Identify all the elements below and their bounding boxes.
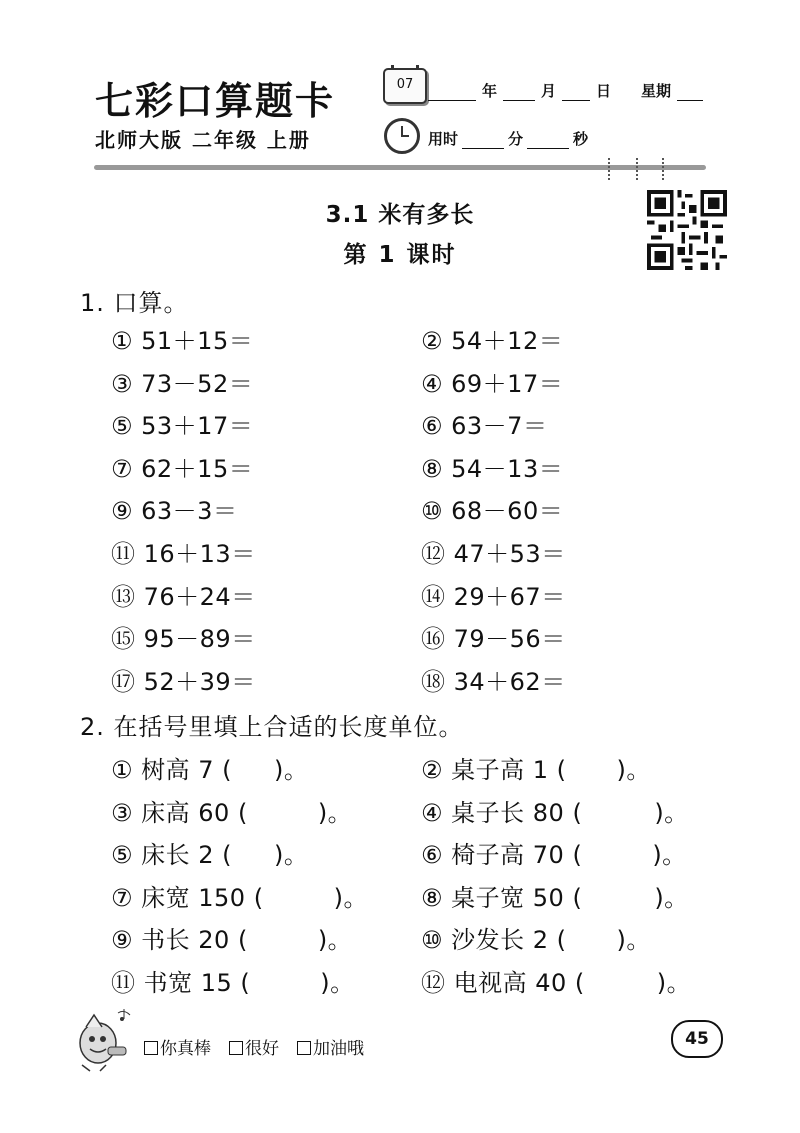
rating-label: 你真棒 (160, 1039, 211, 1059)
q1-problem: ⑦ 62＋15＝ (111, 454, 254, 483)
qr-code-icon[interactable] (647, 190, 727, 270)
q2-problem-text: ③ 床高 60 ( (111, 798, 248, 827)
q2-problem-close: )。 (333, 883, 368, 912)
q2-problem-close: )。 (656, 969, 692, 997)
q1-problem: ① 51＋15＝ (111, 327, 254, 355)
year-field[interactable] (428, 86, 476, 101)
q1-problem: ⑥ 63－7＝ (421, 412, 548, 441)
q1-problem: ⑮ 95－89＝ (111, 625, 256, 654)
q2-problem-close: )。 (320, 969, 355, 997)
q1-problem: ② 54＋12＝ (421, 327, 564, 355)
time-fields (428, 128, 588, 149)
mascot-illustration (72, 1005, 136, 1075)
clock-icon (384, 118, 420, 154)
month-field[interactable] (503, 86, 535, 101)
q2-problem-close: )。 (654, 883, 689, 912)
q1-problem: ③ 73－52＝ (111, 369, 254, 398)
q2-problem (421, 835, 687, 870)
rating-option[interactable] (144, 1034, 211, 1059)
rating-label: 加油哦 (313, 1039, 364, 1059)
divider-tick (608, 158, 613, 180)
month-label: 月 (541, 82, 557, 100)
minute-label: 分 (508, 130, 524, 148)
unit-title: 3.1 米有多长 (325, 202, 475, 228)
q2-problem-text: ④ 桌子长 80 ( (421, 798, 583, 827)
q1-problem: ⑩ 68－60＝ (421, 497, 564, 526)
q1-problem: ⑨ 63－3＝ (111, 497, 238, 526)
q1-problem: ⑬ 76＋24＝ (111, 582, 256, 611)
date-fields (428, 80, 703, 101)
q2-problem-text: ⑥ 椅子高 70 ( (421, 841, 583, 870)
q2-problem (421, 750, 651, 785)
q2-problem-text: ⑧ 桌子宽 50 ( (421, 883, 583, 912)
q2-problem-close: )。 (274, 756, 309, 784)
weekday-label: 星期 (641, 82, 672, 100)
second-label: 秒 (573, 130, 589, 148)
q2-problem (111, 793, 352, 828)
day-label: 日 (596, 82, 612, 100)
second-field[interactable] (527, 134, 569, 149)
brand-title: 七彩口算题卡 (95, 78, 336, 123)
q1-problem: ⑰ 52＋39＝ (111, 667, 256, 696)
edition-label: 北师大版 二年级 上册 (95, 128, 311, 152)
q2-problem-text: ⑫ 电视高 40 ( (421, 969, 585, 997)
q2-problem (421, 963, 691, 998)
q2-problem (111, 750, 308, 785)
q2-problem-close: )。 (616, 756, 651, 784)
q2-problem-text: ⑪ 书宽 15 ( (111, 969, 251, 997)
self-rating (144, 1034, 364, 1059)
q2-problem (421, 920, 651, 955)
q2-problem (421, 793, 689, 828)
question-2-heading: 2. 在括号里填上合适的长度单位。 (80, 713, 464, 741)
q2-problem-close: )。 (652, 841, 687, 870)
q1-problem: ⑪ 16＋13＝ (111, 540, 256, 568)
lesson-title: 第 1 课时 (343, 242, 457, 268)
q2-problem-text: ⑨ 书长 20 ( (111, 926, 248, 955)
q2-problem (111, 835, 308, 870)
q2-problem (111, 878, 368, 913)
q2-problem-close: )。 (274, 841, 309, 870)
page-number: 45 (671, 1020, 723, 1058)
rating-option[interactable] (229, 1034, 279, 1059)
q2-problem (111, 963, 355, 998)
checkbox-icon (229, 1041, 243, 1055)
q2-problem (421, 878, 689, 913)
weekday-field[interactable] (677, 86, 703, 101)
q1-problem: ⑧ 54－13＝ (421, 454, 564, 483)
q1-problem: ⑯ 79－56＝ (421, 625, 566, 654)
q2-problem-text: ⑤ 床长 2 ( (111, 841, 233, 870)
checkbox-icon (297, 1041, 311, 1055)
q2-problem-text: ② 桌子高 1 ( (421, 756, 567, 784)
checkbox-icon (144, 1041, 158, 1055)
divider-tick (636, 158, 641, 180)
divider-tick (662, 158, 667, 180)
q1-problem: ④ 69＋17＝ (421, 369, 564, 398)
question-1-heading: 1. 口算。 (80, 289, 189, 317)
rating-label: 很好 (245, 1039, 279, 1059)
time-used-label: 用时 (428, 130, 459, 148)
q1-problem: ⑤ 53＋17＝ (111, 412, 254, 441)
q2-problem-close: )。 (317, 926, 353, 955)
day-field[interactable] (562, 86, 590, 101)
rating-option[interactable] (297, 1034, 364, 1059)
q2-problem-close: )。 (317, 798, 353, 827)
q1-problem: ⑭ 29＋67＝ (421, 582, 566, 611)
q1-problem: ⑫ 47＋53＝ (421, 540, 566, 568)
calendar-day: 07 (396, 77, 414, 92)
q2-problem-close: )。 (616, 926, 651, 955)
minute-field[interactable] (462, 134, 504, 149)
year-label: 年 (482, 82, 498, 100)
q2-problem-close: )。 (654, 798, 689, 827)
q2-problem-text: ① 树高 7 ( (111, 756, 233, 784)
q2-problem (111, 920, 352, 955)
q2-problem-text: ⑩ 沙发长 2 ( (421, 926, 567, 955)
q2-problem-text: ⑦ 床宽 150 ( (111, 883, 264, 912)
q1-problem: ⑱ 34＋62＝ (421, 667, 566, 696)
header-divider (94, 165, 706, 170)
calendar-icon (383, 68, 427, 104)
